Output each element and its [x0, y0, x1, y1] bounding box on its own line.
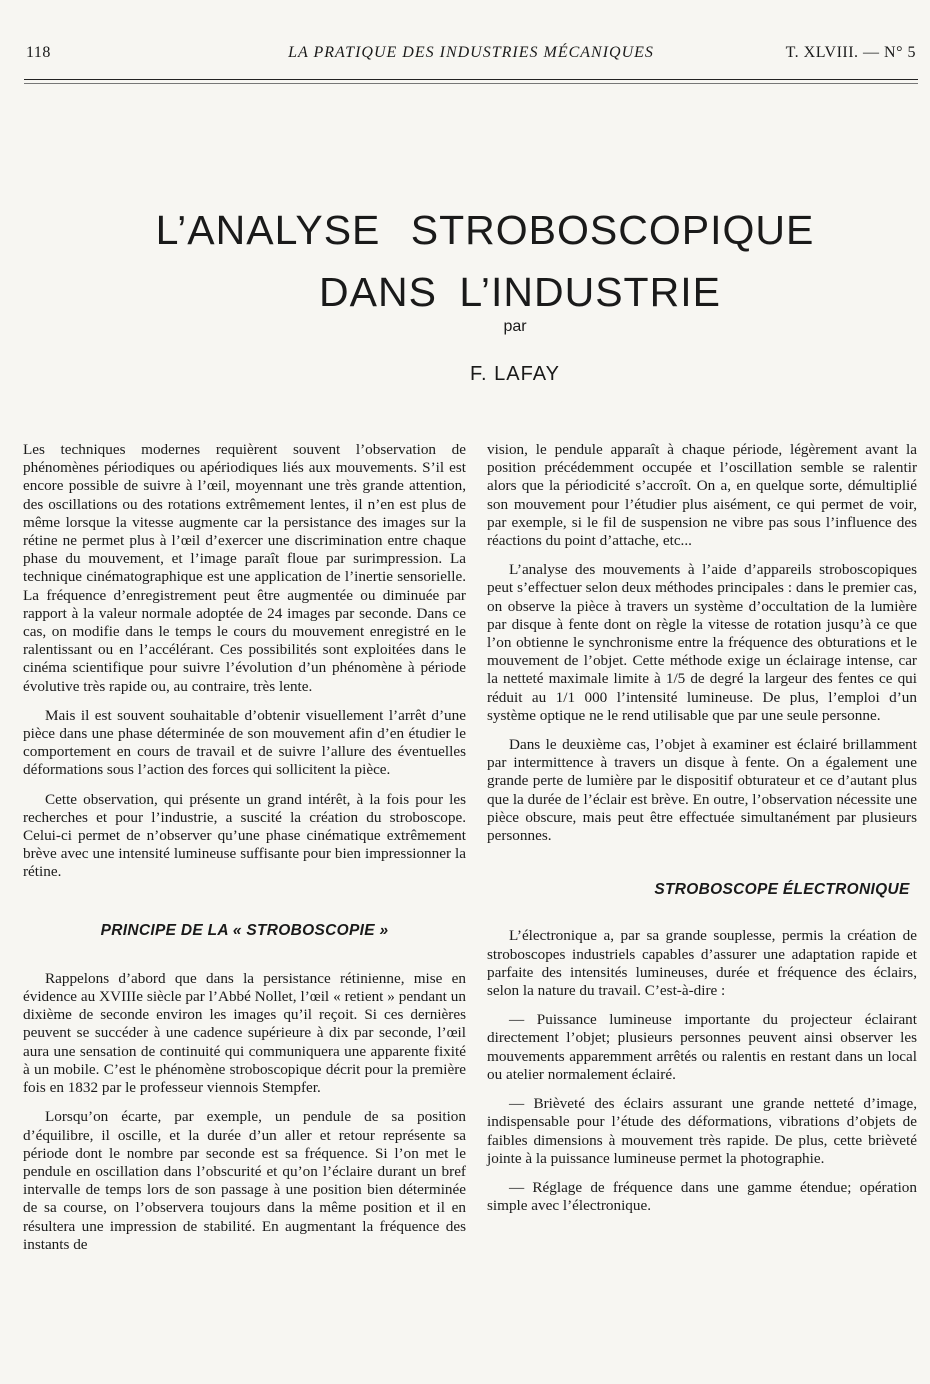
header-rule — [24, 79, 918, 80]
paragraph: Lorsqu’on écarte, par exemple, un pendule de sa position d’équilibre, il oscille, et la durée d’un aller et retour représente sa période dont le nombre par seconde est sa fréquence. Si l’on met le pendule en oscillation dans l’obscurité et qu’on l’éclaire durant un bref intervalle de temps lors de son passage à une position bien déterminée de sa course, on l’observera toujours dans la même position et il en résultera une impression de stabilité. En augmentant la fréquence des instants de — [23, 1108, 466, 1253]
page-number: 118 — [26, 44, 51, 61]
volume-number: T. XLVIII. — N° 5 — [785, 44, 916, 61]
paragraph: Les techniques modernes requièrent souvent l’observation de phénomènes périodiques ou apériodiques liés aux mouvements. S’il est encore possible de suivre à l’œil, moyennant une très grande attention, des oscillations ou des rotations extrêmement lentes, il n’en est plus de même lorsque la vitesse augmente car la persistance des images sur la rétine ne permet plus à l’œil d’exercer une discrimination entre chaque phase du mouvement, et l’image paraît floue par surimpression. La technique cinématographique est une application de l’inertie sensorielle. La fréquence d’enregistrement peut être augmentée ou diminuée par rapport à la valeur normale adoptée de 24 images par seconde. Dans ce cas, on modifie dans le temps le cours du mouvement enregistré en le ralentissant ou en l’accélérant. Ces possibilités sont exploitées dans le cinéma scientifique pour suivre l’évolution d’un phénomène à période évolutive très rapide ou, au contraire, très lente. — [23, 441, 466, 695]
paragraph: L’électronique a, par sa grande souplesse, permis la création de stroboscopes industriels capables d’assurer une adaptation rapide et parfaite des intensités lumineuses, durée et fréquence des éclairs, selon la nature du travail. C’est-à-dire : — [487, 927, 917, 1000]
paragraph: L’analyse des mouvements à l’aide d’appareils stroboscopiques peut s’effectuer selon deux méthodes principales : dans le premier cas, on observe la pièce à travers un système d’occultation de la lumière par disque à fente dont on règle la vitesse de rotation jusqu’à ce que l’on obtienne le synchronisme entre la fréquence des obturations et le mouvement de l’objet. Cette méthode exige un éclairage intense, car la netteté maximale limite à 1/5 de degré la largeur des fentes ce qui réduit au 1/1 000 l’intensité lumineuse. De plus, l’emploi d’un système optique ne le rend utilisable que par une seule personne. — [487, 561, 917, 724]
header-rule-thin — [24, 83, 918, 84]
paragraph: — Puissance lumineuse importante du projecteur éclairant directement l’objet; plusieurs personnes peuvent ainsi observer les mouvements apparemment arrêtés ou ralentis en restant dans un local ou atelier normalement éclairé. — [487, 1011, 917, 1083]
running-header — [26, 44, 916, 68]
section-heading-principe: PRINCIPE DE LA « STROBOSCOPIE » — [100, 921, 389, 939]
right-column — [487, 441, 917, 1226]
author-name: F. LAFAY — [470, 363, 560, 385]
journal-title: LA PRATIQUE DES INDUSTRIES MÉCANIQUES — [288, 44, 654, 61]
section-heading-stroboscope: STROBOSCOPE ÉLECTRONIQUE — [654, 881, 910, 899]
paragraph: Mais il est souvent souhaitable d’obtenir visuellement l’arrêt d’une pièce dans une phase déterminée de son mouvement afin d’en étudier le comportement en cours de travail et de suivre l’allure des éventuelles déformations sous l’action des forces qui sollicitent la pièce. — [23, 706, 466, 779]
article-title — [0, 199, 930, 323]
byline: par — [503, 318, 527, 335]
paragraph: Dans le deuxième cas, l’objet à examiner est éclairé brillamment par intermittence à travers un disque à fente. On a également une grande perte de lumière par le dispositif obturateur et ce d’autant plus que la durée de l’éclair est brève. En outre, l’observation nécessite une pièce obscure, mais peut être effectuée simultanément par plusieurs personnes. — [487, 736, 917, 845]
paragraph: Cette observation, qui présente un grand intérêt, à la fois pour les recherches et pour l’industrie, a suscité la création du stroboscope. Celui-ci permet de n’observer qu’une phase cinématique extrêmement brève avec une intensité lumineuse suffisante pour bien impressionner la rétine. — [23, 790, 466, 881]
paragraph: vision, le pendule apparaît à chaque période, légèrement avant la position précédemment occupée et l’oscillation semble se ralentir alors que la périodicité s’accroît. On a, en quelque sorte, démultiplié son mouvement pour l’étudier plus aisément, ce qui permet de voir, par exemple, si le fil de suspension ne vibre pas sous l’influence des réactions du point d’attache, etc... — [487, 441, 917, 550]
paragraph: — Brièveté des éclairs assurant une grande netteté d’image, indispensable pour l’étude des déformations, vibrations d’objets de faibles dimensions à mouvement très rapide. De plus, cette brièveté jointe à la puissance lumineuse permet la photographie. — [487, 1095, 917, 1167]
paragraph: Rappelons d’abord que dans la persistance rétinienne, mise en évidence au XVIIIe siècle par l’Abbé Nollet, l’œil « retient » pendant un dixième de seconde environ les images qu’il reçoit. Si ces dernières peuvent se succéder à une cadence supérieure à dix par seconde, l’œil aura une sensation de continuité qui communiquera une apparente fixité à un mobile. C’est le phénomène stroboscopique décrit pour la première fois en 1832 par le professeur viennois Stempfer. — [23, 969, 466, 1097]
left-column — [23, 441, 466, 1265]
article-title-line-1: L’ANALYSE STROBOSCOPIQUE — [155, 207, 815, 254]
paragraph: — Réglage de fréquence dans une gamme étendue; opération simple avec l’électronique. — [487, 1178, 917, 1215]
article-title-line-2: DANS L’INDUSTRIE — [319, 269, 721, 316]
